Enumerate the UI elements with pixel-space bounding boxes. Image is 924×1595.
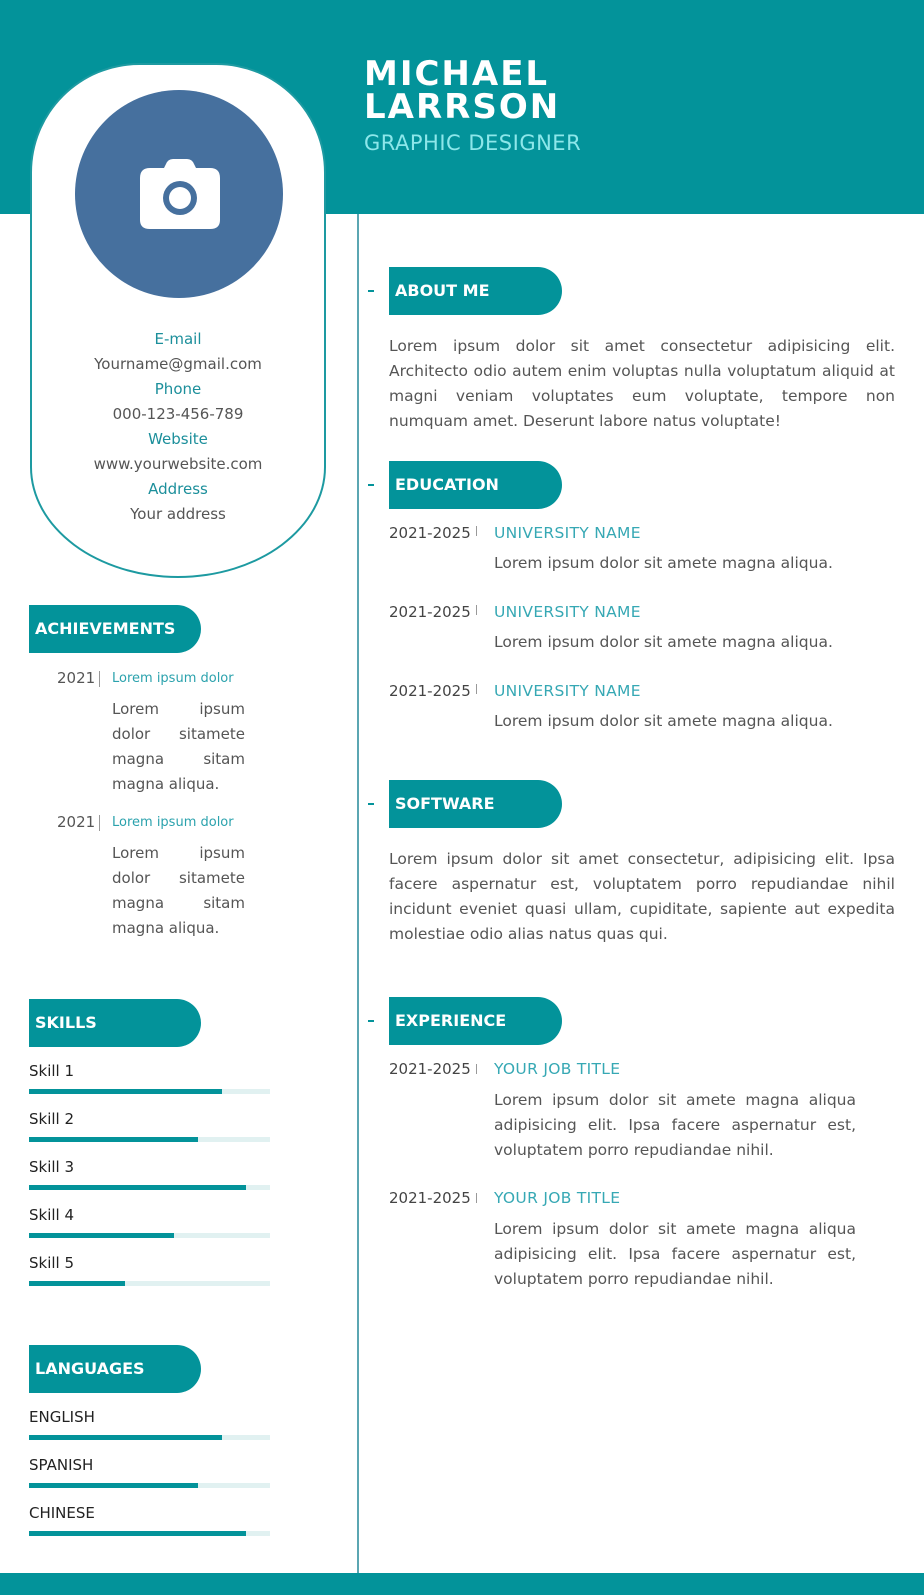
university-name: UNIVERSITY NAME xyxy=(494,682,641,700)
education-years: 2021-2025 xyxy=(389,603,471,621)
job-title: YOUR JOB TITLE xyxy=(494,1189,621,1207)
email-label: E-mail xyxy=(154,330,202,348)
education-desc: Lorem ipsum dolor sit amete magna aliqua. xyxy=(494,712,833,730)
experience-years: 2021-2025 xyxy=(389,1189,471,1207)
skill-bar xyxy=(29,1089,270,1094)
language-bar xyxy=(29,1531,270,1536)
skill-label: Skill 2 xyxy=(29,1110,75,1128)
section-marker xyxy=(368,803,374,805)
footer-band xyxy=(0,1573,924,1595)
separator xyxy=(476,605,477,615)
university-name: UNIVERSITY NAME xyxy=(494,524,641,542)
education-years: 2021-2025 xyxy=(389,682,471,700)
phone-label: Phone xyxy=(154,380,202,398)
language-label: ENGLISH xyxy=(29,1408,95,1426)
skill-bar xyxy=(29,1281,270,1286)
education-desc: Lorem ipsum dolor sit amete magna aliqua. xyxy=(494,554,833,572)
about-heading: ABOUT ME xyxy=(389,267,562,315)
skill-label: Skill 4 xyxy=(29,1206,75,1224)
achievement-text: Lorem ipsum dolor sitamete magna sitam magna aliqua. xyxy=(112,844,245,937)
skill-label: Skill 1 xyxy=(29,1062,75,1080)
language-label: CHINESE xyxy=(29,1504,95,1522)
website-label: Website xyxy=(148,430,208,448)
section-marker xyxy=(368,484,374,486)
experience-heading: EXPERIENCE xyxy=(389,997,562,1045)
separator xyxy=(99,815,100,831)
achievement-year: 2021 xyxy=(57,669,96,687)
phone-value: 000-123-456-789 xyxy=(112,405,244,423)
software-heading: SOFTWARE xyxy=(389,780,562,828)
about-text: Lorem ipsum dolor sit amet consectetur adipisicing elit. Architecto odio autem enim voluptas nulla voluptatum aliquid at magni veniam voluptates eum voluptate, tempore non numquam amet. Deserunt labore natus voluptate! xyxy=(389,337,895,430)
separator xyxy=(99,671,100,687)
website-value[interactable]: www.yourwebsite.com xyxy=(93,455,263,473)
section-marker xyxy=(368,290,374,292)
address-value: Your address xyxy=(130,505,226,523)
person-name: MICHAEL LARRSON xyxy=(364,54,561,127)
skill-bar-fill xyxy=(29,1137,198,1142)
separator xyxy=(476,526,477,536)
email-value[interactable]: Yourname@gmail.com xyxy=(94,355,262,373)
university-name: UNIVERSITY NAME xyxy=(494,603,641,621)
person-title: GRAPHIC DESIGNER xyxy=(364,131,582,155)
address-label: Address xyxy=(148,480,208,498)
column-divider xyxy=(357,214,359,1573)
achievement-year: 2021 xyxy=(57,813,96,831)
language-bar-fill xyxy=(29,1483,198,1488)
languages-heading: LANGUAGES xyxy=(29,1345,201,1393)
skill-label: Skill 5 xyxy=(29,1254,75,1272)
skill-bar xyxy=(29,1137,270,1142)
experience-desc: Lorem ipsum dolor sit amete magna aliqua adipisicing elit. Ipsa facere aspernatur est, voluptatem porro repudiandae nihil. xyxy=(494,1091,856,1159)
experience-years: 2021-2025 xyxy=(389,1060,471,1078)
language-bar xyxy=(29,1435,270,1440)
experience-desc: Lorem ipsum dolor sit amete magna aliqua adipisicing elit. Ipsa facere aspernatur est, voluptatem porro repudiandae nihil. xyxy=(494,1220,856,1288)
skill-bar-fill xyxy=(29,1185,246,1190)
language-bar xyxy=(29,1483,270,1488)
education-desc: Lorem ipsum dolor sit amete magna aliqua. xyxy=(494,633,833,651)
skill-bar-fill xyxy=(29,1089,222,1094)
skills-heading: SKILLS xyxy=(29,999,201,1047)
skill-bar xyxy=(29,1185,270,1190)
achievement-text: Lorem ipsum dolor sitamete magna sitam magna aliqua. xyxy=(112,700,245,793)
separator xyxy=(476,1193,477,1203)
camera-icon xyxy=(138,158,222,230)
job-title: YOUR JOB TITLE xyxy=(494,1060,621,1078)
achievement-title: Lorem ipsum dolor xyxy=(112,671,234,686)
skill-bar-fill xyxy=(29,1281,125,1286)
separator xyxy=(476,684,477,694)
skill-bar-fill xyxy=(29,1233,174,1238)
language-label: SPANISH xyxy=(29,1456,94,1474)
education-heading: EDUCATION xyxy=(389,461,562,509)
section-marker xyxy=(368,1020,374,1022)
education-years: 2021-2025 xyxy=(389,524,471,542)
language-bar-fill xyxy=(29,1435,222,1440)
skill-bar xyxy=(29,1233,270,1238)
achievement-title: Lorem ipsum dolor xyxy=(112,815,234,830)
achievements-heading: ACHIEVEMENTS xyxy=(29,605,201,653)
software-text: Lorem ipsum dolor sit amet consectetur, adipisicing elit. Ipsa facere aspernatur est, voluptatem porro repudiandae nihil incidunt eveniet quasi ullam, cupiditate, sapiente aut expedita molestiae odio alias natus quas qui. xyxy=(389,850,895,943)
separator xyxy=(476,1064,477,1074)
skill-label: Skill 3 xyxy=(29,1158,75,1176)
language-bar-fill xyxy=(29,1531,246,1536)
